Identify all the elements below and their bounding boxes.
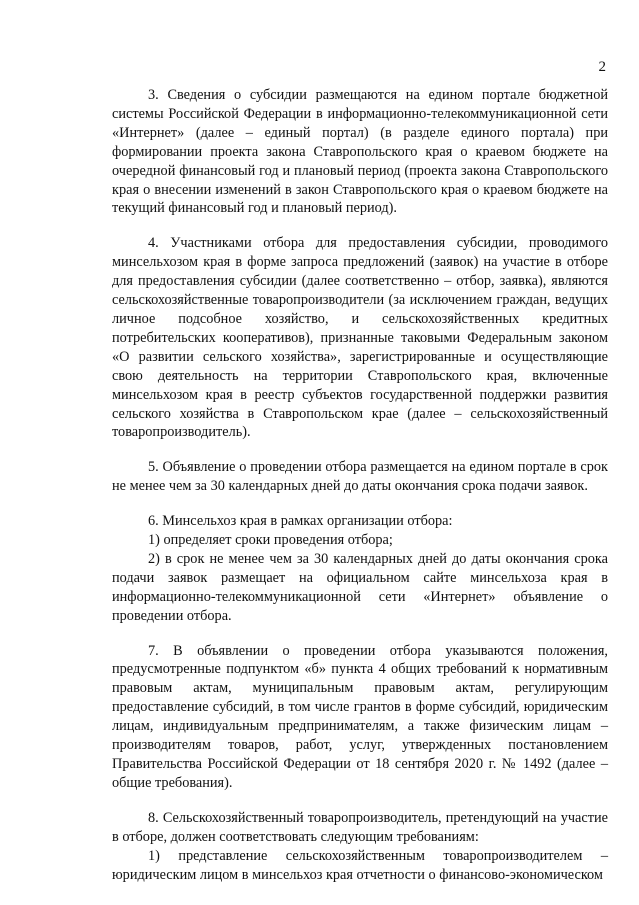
document-body: [112, 86, 608, 884]
paragraph-6: 6. Минсельхоз края в рамках организации отбора:: [148, 513, 453, 530]
paragraph-6-subitem-1: 1) определяет сроки проведения отбора;: [148, 532, 393, 549]
paragraph-4: 4. Участниками отбора для предоставления субсидии, проводимого минсельхозом края в форме запроса предложений (заявок) на участие в отборе для предоставления субсидии (далее соответственно – отбор, заявка), являются сельскохозяйственные товаропроизводители (за исключением граждан, ведущих личное подсобное хозяйство, и сельскохозяйственных кредитных потребительских кооперативов), признанные таковыми Федеральным законом «О развитии сельского хозяйства», зарегистрированные и осуществляющие свою деятельность на территории Ставропольского края, включенные минсельхозом края в реестр субъектов государственной поддержки развития сельского хозяйства в Ставропольском крае (далее – сельскохозяйственный товаропроизводитель).: [112, 235, 608, 441]
paragraph-8: 8. Сельскохозяйственный товаропроизводитель, претендующий на участие в отборе, должен соответствовать следующим требованиям:: [112, 809, 608, 845]
paragraph-7: 7. В объявлении о проведении отбора указываются положения, предусмотренные подпунктом «б» пункта 4 общих требований к нормативным правовым актам, муниципальным правовым актам, регулирующим предоставление субсидий, в том числе грантов в форме субсидий, юридическим лицам, индивидуальным предпринимателям, а также физическим лицам – производителям товаров, работ, услуг, утвержденных постановлением Правительства Российской Федерации от 18 сентября 2020 г. № 1492 (далее – общие требования).: [112, 642, 608, 791]
paragraph-3: 3. Сведения о субсидии размещаются на едином портале бюджетной системы Российской Федерации в информационно-телекоммуникационной сети «Интернет» (далее – единый портал) (в разделе единого портала) при формировании проекта закона Ставропольского края о краевом бюджете на очередной финансовый год и плановый период (проекта закона Ставропольского края о внесении изменений в закон Ставропольского края о краевом бюджете на текущий финансовый год и плановый период).: [112, 87, 608, 217]
paragraph-8-subitem-1: 1) представление сельскохозяйственным товаропроизводителем – юридическим лицом в минсельхоз края отчетности о финансово-экономическом: [112, 847, 608, 883]
paragraph-6-subitem-2: 2) в срок не менее чем за 30 календарных дней до даты окончания срока подачи заявок размещает на официальном сайте минсельхоза края в информационно-телекоммуникационной сети «Интернет» объявление о проведении отбора.: [112, 550, 608, 624]
page-number: 2: [598, 59, 606, 75]
paragraph-5: 5. Объявление о проведении отбора размещается на едином портале в срок не менее чем за 30 календарных дней до даты окончания срока подачи заявок.: [112, 459, 608, 495]
